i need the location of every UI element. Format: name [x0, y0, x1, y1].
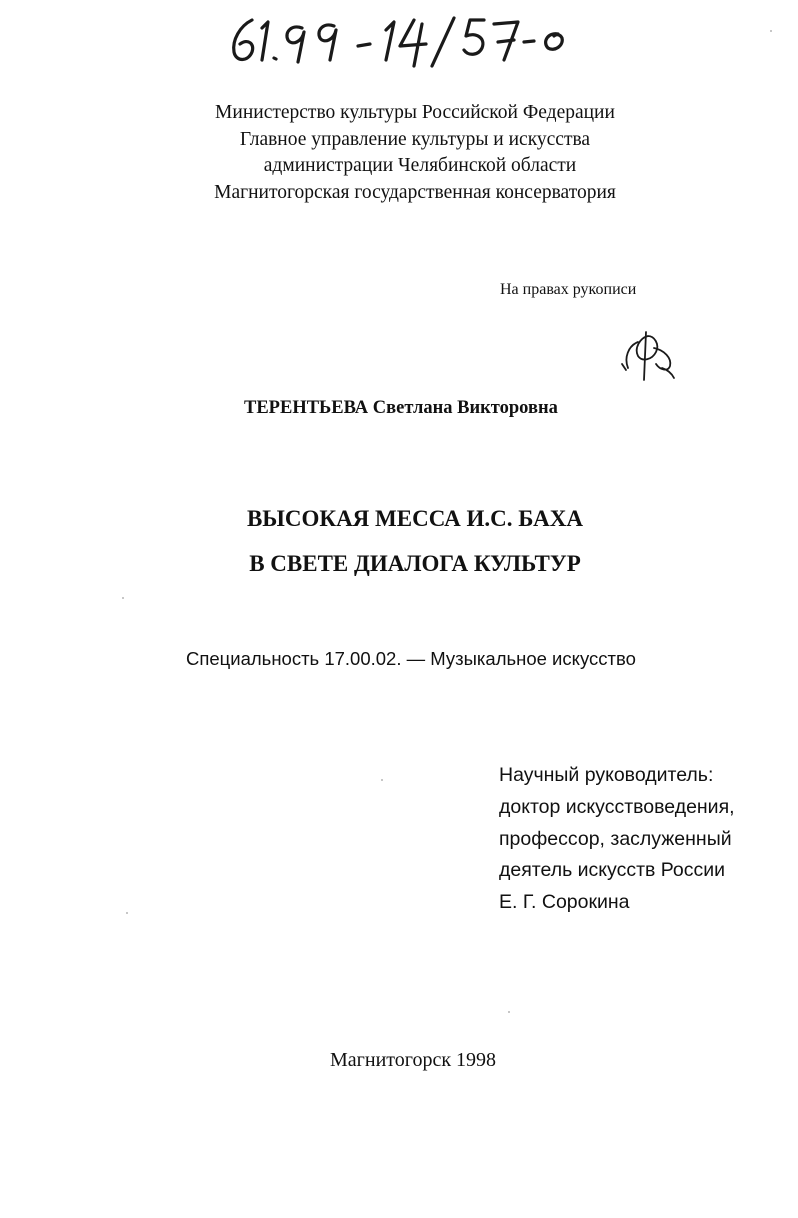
header-line-conservatory: Магнитогорская государственная консерватория — [214, 181, 616, 203]
title-line-1: ВЫСОКАЯ МЕССА И.С. БАХА — [246, 506, 584, 531]
author-name: ТЕРЕНТЬЕВА Светлана Викторовна — [244, 398, 558, 418]
supervisor-heading: Научный руководитель: — [499, 764, 714, 786]
scan-speck — [126, 912, 128, 914]
institution-header — [160, 100, 670, 206]
header-line-ministry: Министерство культуры Российской Федерации — [215, 102, 615, 123]
supervisor-title: профессор, заслуженный — [499, 827, 732, 850]
supervisor-name: Е. Г. Сорокина — [499, 891, 630, 914]
scan-speck — [381, 779, 383, 781]
header-line-directorate: Главное управление культуры и искусства — [239, 128, 591, 150]
manuscript-rights-note: На правах рукописи — [500, 281, 637, 298]
supervisor-honor: деятель искусств России — [499, 859, 726, 882]
supervisor-degree: доктор искусствоведения, — [499, 795, 735, 818]
handwritten-signature — [618, 324, 682, 386]
dissertation-title — [150, 506, 680, 577]
title-line-2: В СВЕТЕ ДИАЛОГА КУЛЬТУР — [249, 551, 581, 576]
scan-speck — [770, 30, 772, 32]
handwritten-archive-code — [222, 6, 592, 72]
specialty-line: Специальность 17.00.02. — Музыкальное искусство — [186, 648, 636, 669]
header-line-administration: администрации Челябинской области — [263, 155, 577, 176]
scientific-supervisor — [499, 760, 735, 919]
scan-speck — [508, 1011, 510, 1013]
scan-speck — [122, 597, 124, 599]
place-and-year: Магнитогорск 1998 — [330, 1049, 497, 1071]
